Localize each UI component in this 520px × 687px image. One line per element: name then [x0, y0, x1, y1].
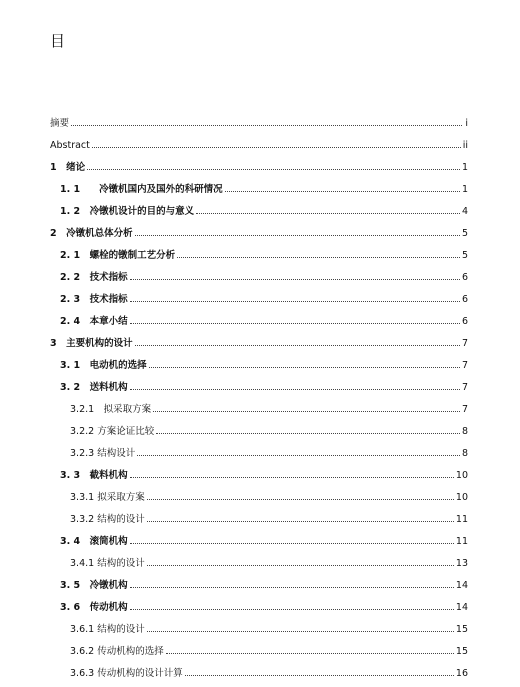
toc-dot-leader	[130, 279, 460, 280]
toc-entry-page-number: 13	[455, 558, 468, 569]
toc-dot-leader	[185, 675, 454, 676]
toc-entry[interactable]	[0, 175, 468, 197]
toc-dot-leader	[130, 543, 454, 544]
toc-entry-label: 3.6.3 传动机构的设计计算	[70, 668, 183, 679]
toc-dot-leader	[87, 169, 460, 170]
toc-dot-leader	[147, 631, 454, 632]
toc-entry-page-number: 6	[461, 294, 468, 305]
toc-entry-page-number: 11	[455, 536, 468, 547]
toc-entry-label: 3.6.1 结构的设计	[70, 624, 145, 635]
toc-entry-label: 2. 1 螺栓的镦制工艺分析	[60, 250, 176, 261]
toc-entry-label: 3.2.3 结构设计	[70, 448, 136, 459]
page-title: 目	[50, 32, 67, 50]
toc-entry-label: 3. 3 截料机构	[60, 470, 128, 481]
toc-dot-leader	[92, 147, 461, 148]
toc-entry-page-number: 14	[455, 580, 468, 591]
toc-dot-leader	[130, 323, 460, 324]
toc-entry[interactable]	[0, 593, 468, 615]
toc-dot-leader	[177, 257, 460, 258]
toc-entry-page-number: 10	[455, 470, 468, 481]
toc-entry-label: Abstract	[50, 140, 90, 151]
toc-entry[interactable]	[0, 395, 468, 417]
toc-dot-leader	[130, 609, 454, 610]
toc-entry-page-number: 14	[455, 602, 468, 613]
toc-entry[interactable]	[0, 153, 468, 175]
toc-entry[interactable]	[0, 307, 468, 329]
toc-entry[interactable]	[0, 373, 468, 395]
toc-dot-leader	[147, 565, 454, 566]
toc-entry[interactable]	[0, 285, 468, 307]
toc-entry[interactable]	[0, 527, 468, 549]
toc-entry-label: 3.6.2 传动机构的选择	[70, 646, 164, 657]
toc-entry-page-number: 8	[461, 448, 468, 459]
toc-entry-label: 3.3.1 拟采取方案	[70, 492, 145, 503]
toc-entry-label: 3. 1 电动机的选择	[60, 360, 147, 371]
toc-entry-label: 2. 2 技术指标	[60, 272, 128, 283]
toc-entry[interactable]	[0, 109, 468, 131]
toc-entry-label: 1. 2 冷镦机设计的目的与意义	[60, 206, 195, 217]
toc-dot-leader	[156, 433, 460, 434]
toc-entry[interactable]	[0, 417, 468, 439]
toc-entry-page-number: ii	[462, 140, 468, 151]
toc-entry-label: 1 绪论	[50, 162, 86, 173]
toc-entry-page-number: 1	[461, 162, 468, 173]
toc-entry-page-number: 10	[455, 492, 468, 503]
toc-entry-label: 2 冷镦机总体分析	[50, 228, 133, 239]
toc-entry-page-number: 1	[461, 184, 468, 195]
toc-entry-label: 3.2.2 方案论证比较	[70, 426, 155, 437]
toc-entry[interactable]	[0, 329, 468, 351]
toc-entry-page-number: 16	[455, 668, 468, 679]
toc-entry-label: 3 主要机构的设计	[50, 338, 133, 349]
toc-dot-leader	[153, 411, 460, 412]
toc-entry-page-number: 11	[455, 514, 468, 525]
toc-dot-leader	[130, 587, 454, 588]
toc-entry-label: 3. 6 传动机构	[60, 602, 128, 613]
toc-entry-label: 3. 2 送料机构	[60, 382, 128, 393]
toc-entry[interactable]	[0, 197, 468, 219]
toc-entry[interactable]	[0, 263, 468, 285]
toc-dot-leader	[71, 125, 462, 126]
toc-dot-leader	[135, 235, 460, 236]
toc-entry-label: 3. 5 冷镦机构	[60, 580, 128, 591]
toc-entry[interactable]	[0, 637, 468, 659]
toc-entry[interactable]	[0, 241, 468, 263]
toc-entry[interactable]	[0, 439, 468, 461]
toc-dot-leader	[147, 499, 454, 500]
toc-entry-page-number: 7	[461, 338, 468, 349]
toc-entry[interactable]	[0, 461, 468, 483]
toc-entry-label: 2. 3 技术指标	[60, 294, 128, 305]
toc-entry[interactable]	[0, 483, 468, 505]
toc-dot-leader	[166, 653, 454, 654]
toc-dot-leader	[135, 345, 460, 346]
toc-entry-page-number: 7	[461, 404, 468, 415]
toc-dot-leader	[137, 455, 460, 456]
toc-dot-leader	[196, 213, 460, 214]
toc-dot-leader	[130, 389, 460, 390]
toc-entry-page-number: 7	[461, 382, 468, 393]
toc-entry[interactable]	[0, 131, 468, 153]
toc-entry[interactable]	[0, 505, 468, 527]
toc-entry-label: 3. 4 滚筒机构	[60, 536, 128, 547]
toc-entry[interactable]	[0, 615, 468, 637]
toc-entry-page-number: 4	[461, 206, 468, 217]
toc-dot-leader	[225, 191, 460, 192]
toc-entry-page-number: 6	[461, 272, 468, 283]
toc-entry[interactable]	[0, 659, 468, 681]
toc-dot-leader	[130, 477, 454, 478]
toc-entry-page-number: 15	[455, 646, 468, 657]
toc-entry-label: 1. 1 冷镦机国内及国外的科研情况	[60, 184, 223, 195]
toc-entry-label: 摘要	[50, 118, 70, 129]
toc-entry-page-number: 8	[461, 426, 468, 437]
toc-dot-leader	[130, 301, 460, 302]
toc-dot-leader	[149, 367, 460, 368]
toc-entry-label: 2. 4 本章小结	[60, 316, 128, 327]
toc-entry-label: 3.4.1 结构的设计	[70, 558, 145, 569]
toc-entry-page-number: i	[465, 118, 468, 129]
toc-entry-page-number: 5	[461, 228, 468, 239]
toc-entry[interactable]	[0, 351, 468, 373]
toc-entry[interactable]	[0, 571, 468, 593]
toc-entry-page-number: 5	[461, 250, 468, 261]
toc-entry-page-number: 6	[461, 316, 468, 327]
toc-entry-page-number: 7	[461, 360, 468, 371]
table-of-contents	[0, 109, 520, 681]
toc-dot-leader	[147, 521, 454, 522]
toc-entry[interactable]	[0, 549, 468, 571]
toc-entry-page-number: 15	[455, 624, 468, 635]
toc-entry[interactable]	[0, 219, 468, 241]
toc-entry-label: 3.2.1 拟采取方案	[70, 404, 152, 415]
toc-entry-label: 3.3.2 结构的设计	[70, 514, 145, 525]
